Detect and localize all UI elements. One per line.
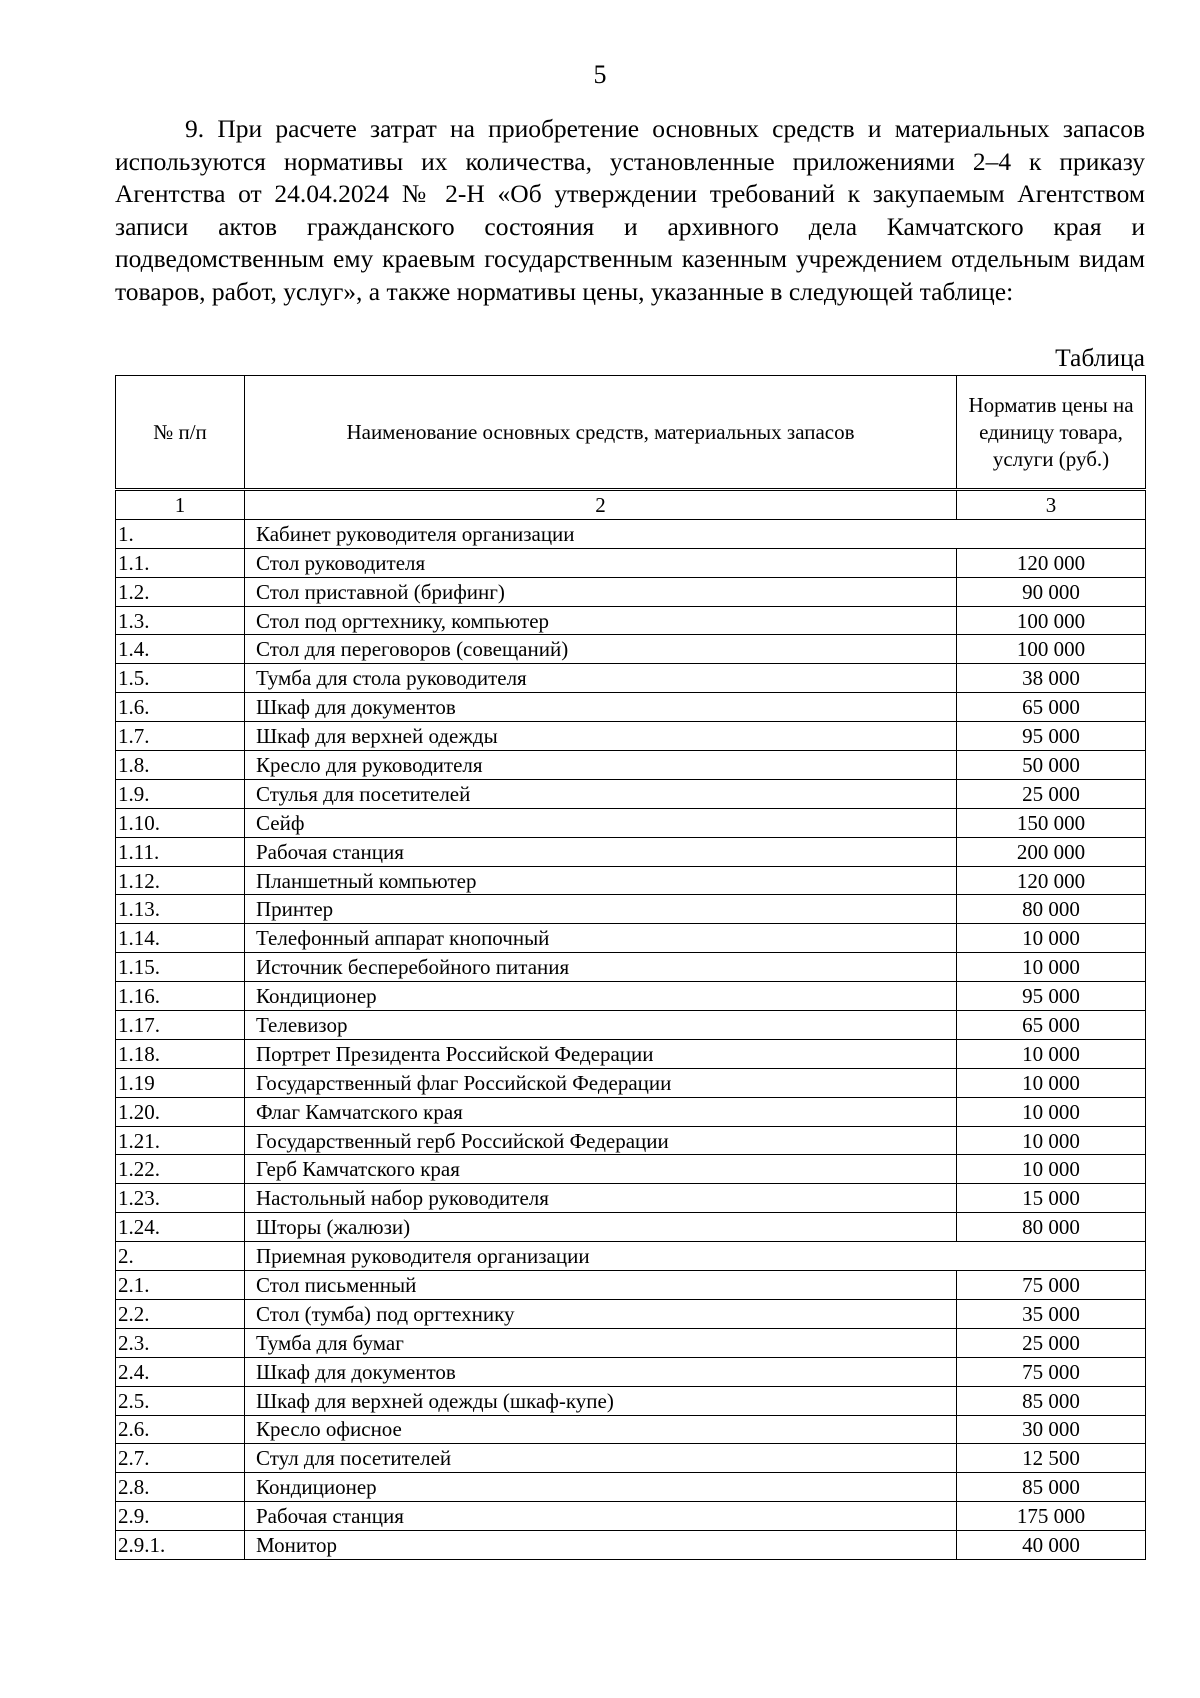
row-name: Шкаф для верхней одежды <box>245 722 957 751</box>
table-row <box>116 1068 1146 1097</box>
table-row <box>116 1473 1146 1502</box>
table-row <box>116 982 1146 1011</box>
row-price: 10 000 <box>957 1068 1146 1097</box>
row-num: 1.21. <box>116 1126 245 1155</box>
row-num: 1.19 <box>116 1068 245 1097</box>
row-price: 200 000 <box>957 837 1146 866</box>
intro-paragraph: 9. При расчете затрат на приобретение основных средств и материальных запасов используются нормативы их количества, установленные приложениями 2–4 к приказу Агентства от 24.04.2024 № 2-Н «Об утверждении требований к закупаемым Агентством записи актов гражданского состояния и архивного дела Камчатского края и подведомственным ему краевым государственным казенным учреждением отдельным видам товаров, работ, услуг», а также нормативы цены, указанные в следующей таблице: <box>115 114 1145 306</box>
row-num: 2.7. <box>116 1444 245 1473</box>
table-row <box>116 895 1146 924</box>
row-num: 2.9. <box>116 1502 245 1531</box>
row-name: Государственный герб Российской Федерации <box>245 1126 957 1155</box>
row-price: 10 000 <box>957 1126 1146 1155</box>
row-price: 120 000 <box>957 866 1146 895</box>
table-header <box>115 375 1146 489</box>
row-price: 150 000 <box>957 808 1146 837</box>
table-row <box>116 722 1146 751</box>
row-price: 30 000 <box>957 1415 1146 1444</box>
section-num: 1. <box>116 519 245 548</box>
row-num: 1.13. <box>116 895 245 924</box>
row-name: Шкаф для документов <box>245 1357 957 1386</box>
row-name: Стол (тумба) под оргтехнику <box>245 1299 957 1328</box>
row-price: 25 000 <box>957 1328 1146 1357</box>
row-name: Рабочая станция <box>245 1502 957 1531</box>
row-name: Тумба для стола руководителя <box>245 664 957 693</box>
row-price: 175 000 <box>957 1502 1146 1531</box>
row-price: 10 000 <box>957 1039 1146 1068</box>
table-caption: Таблица <box>1055 343 1145 372</box>
row-price: 10 000 <box>957 924 1146 953</box>
column-index-cell: 2 <box>245 491 957 520</box>
row-num: 2.4. <box>116 1357 245 1386</box>
section-row <box>116 1242 1146 1271</box>
header-num: № п/п <box>116 376 245 489</box>
header-row <box>116 376 1146 489</box>
row-num: 1.12. <box>116 866 245 895</box>
row-name: Герб Камчатского края <box>245 1155 957 1184</box>
row-name: Тумба для бумаг <box>245 1328 957 1357</box>
row-name: Флаг Камчатского края <box>245 1097 957 1126</box>
row-num: 1.2. <box>116 577 245 606</box>
row-num: 2.2. <box>116 1299 245 1328</box>
table-row <box>116 837 1146 866</box>
table-row <box>116 866 1146 895</box>
row-price: 95 000 <box>957 982 1146 1011</box>
table-body <box>116 491 1146 1560</box>
row-num: 1.11. <box>116 837 245 866</box>
row-name: Портрет Президента Российской Федерации <box>245 1039 957 1068</box>
section-num: 2. <box>116 1242 245 1271</box>
row-num: 1.22. <box>116 1155 245 1184</box>
row-price: 10 000 <box>957 953 1146 982</box>
row-price: 38 000 <box>957 664 1146 693</box>
row-price: 85 000 <box>957 1473 1146 1502</box>
row-name: Шкаф для верхней одежды (шкаф-купе) <box>245 1386 957 1415</box>
row-price: 65 000 <box>957 693 1146 722</box>
row-name: Стул для посетителей <box>245 1444 957 1473</box>
row-name: Стулья для посетителей <box>245 779 957 808</box>
row-name: Стол приставной (брифинг) <box>245 577 957 606</box>
row-price: 65 000 <box>957 1011 1146 1040</box>
row-price: 100 000 <box>957 635 1146 664</box>
row-num: 2.8. <box>116 1473 245 1502</box>
section-row <box>116 519 1146 548</box>
row-price: 12 500 <box>957 1444 1146 1473</box>
row-num: 1.1. <box>116 548 245 577</box>
row-num: 1.6. <box>116 693 245 722</box>
table-row <box>116 1328 1146 1357</box>
row-num: 1.15. <box>116 953 245 982</box>
row-name: Стол руководителя <box>245 548 957 577</box>
table-row <box>116 606 1146 635</box>
table-row <box>116 1126 1146 1155</box>
row-name: Телевизор <box>245 1011 957 1040</box>
row-price: 25 000 <box>957 779 1146 808</box>
row-num: 2.6. <box>116 1415 245 1444</box>
section-title: Приемная руководителя организации <box>245 1242 1146 1271</box>
row-num: 1.24. <box>116 1213 245 1242</box>
row-num: 1.23. <box>116 1184 245 1213</box>
row-name: Источник бесперебойного питания <box>245 953 957 982</box>
row-price: 40 000 <box>957 1531 1146 1560</box>
row-num: 1.10. <box>116 808 245 837</box>
row-price: 35 000 <box>957 1299 1146 1328</box>
table-row <box>116 1213 1146 1242</box>
table-row <box>116 1444 1146 1473</box>
table-row <box>116 1184 1146 1213</box>
row-num: 1.7. <box>116 722 245 751</box>
table-row <box>116 1357 1146 1386</box>
table-row <box>116 577 1146 606</box>
row-num: 2.9.1. <box>116 1531 245 1560</box>
row-num: 1.18. <box>116 1039 245 1068</box>
row-name: Рабочая станция <box>245 837 957 866</box>
row-price: 80 000 <box>957 1213 1146 1242</box>
table-row <box>116 1299 1146 1328</box>
table-row <box>116 664 1146 693</box>
row-name: Государственный флаг Российской Федерации <box>245 1068 957 1097</box>
table-row <box>116 751 1146 780</box>
row-name: Монитор <box>245 1531 957 1560</box>
table-row <box>116 635 1146 664</box>
row-name: Принтер <box>245 895 957 924</box>
row-num: 1.16. <box>116 982 245 1011</box>
table-row <box>116 1415 1146 1444</box>
table-row <box>116 1155 1146 1184</box>
row-num: 2.5. <box>116 1386 245 1415</box>
row-price: 85 000 <box>957 1386 1146 1415</box>
price-table <box>115 490 1146 1560</box>
row-num: 2.1. <box>116 1271 245 1300</box>
row-num: 1.20. <box>116 1097 245 1126</box>
row-name: Планшетный компьютер <box>245 866 957 895</box>
row-price: 10 000 <box>957 1097 1146 1126</box>
table-row <box>116 1386 1146 1415</box>
table-row <box>116 693 1146 722</box>
row-price: 50 000 <box>957 751 1146 780</box>
header-name: Наименование основных средств, материальных запасов <box>245 376 957 489</box>
row-name: Шкаф для документов <box>245 693 957 722</box>
row-num: 1.17. <box>116 1011 245 1040</box>
page-number: 5 <box>593 60 607 89</box>
section-title: Кабинет руководителя организации <box>245 519 1146 548</box>
row-price: 15 000 <box>957 1184 1146 1213</box>
row-price: 95 000 <box>957 722 1146 751</box>
table-row <box>116 924 1146 953</box>
row-num: 1.8. <box>116 751 245 780</box>
row-price: 75 000 <box>957 1271 1146 1300</box>
row-price: 80 000 <box>957 895 1146 924</box>
row-num: 1.5. <box>116 664 245 693</box>
column-index-cell: 3 <box>957 491 1146 520</box>
table-row <box>116 1502 1146 1531</box>
row-num: 1.3. <box>116 606 245 635</box>
table-row <box>116 953 1146 982</box>
row-name: Кресло для руководителя <box>245 751 957 780</box>
header-price: Норматив цены на единицу товара, услуги (руб.) <box>957 376 1146 489</box>
row-price: 10 000 <box>957 1155 1146 1184</box>
table-row <box>116 1039 1146 1068</box>
row-name: Сейф <box>245 808 957 837</box>
row-num: 1.14. <box>116 924 245 953</box>
column-index-row <box>116 491 1146 520</box>
table-row <box>116 779 1146 808</box>
row-num: 1.9. <box>116 779 245 808</box>
row-price: 75 000 <box>957 1357 1146 1386</box>
row-name: Стол под оргтехнику, компьютер <box>245 606 957 635</box>
row-price: 100 000 <box>957 606 1146 635</box>
table-row <box>116 1271 1146 1300</box>
row-name: Шторы (жалюзи) <box>245 1213 957 1242</box>
row-name: Кондиционер <box>245 982 957 1011</box>
table-row <box>116 1097 1146 1126</box>
row-name: Кондиционер <box>245 1473 957 1502</box>
row-name: Кресло офисное <box>245 1415 957 1444</box>
row-price: 90 000 <box>957 577 1146 606</box>
column-index-cell: 1 <box>116 491 245 520</box>
table-row <box>116 1011 1146 1040</box>
row-num: 1.4. <box>116 635 245 664</box>
row-name: Телефонный аппарат кнопочный <box>245 924 957 953</box>
table-row <box>116 808 1146 837</box>
row-name: Стол письменный <box>245 1271 957 1300</box>
row-name: Настольный набор руководителя <box>245 1184 957 1213</box>
table-row <box>116 1531 1146 1560</box>
row-price: 120 000 <box>957 548 1146 577</box>
row-num: 2.3. <box>116 1328 245 1357</box>
row-name: Стол для переговоров (совещаний) <box>245 635 957 664</box>
table-row <box>116 548 1146 577</box>
